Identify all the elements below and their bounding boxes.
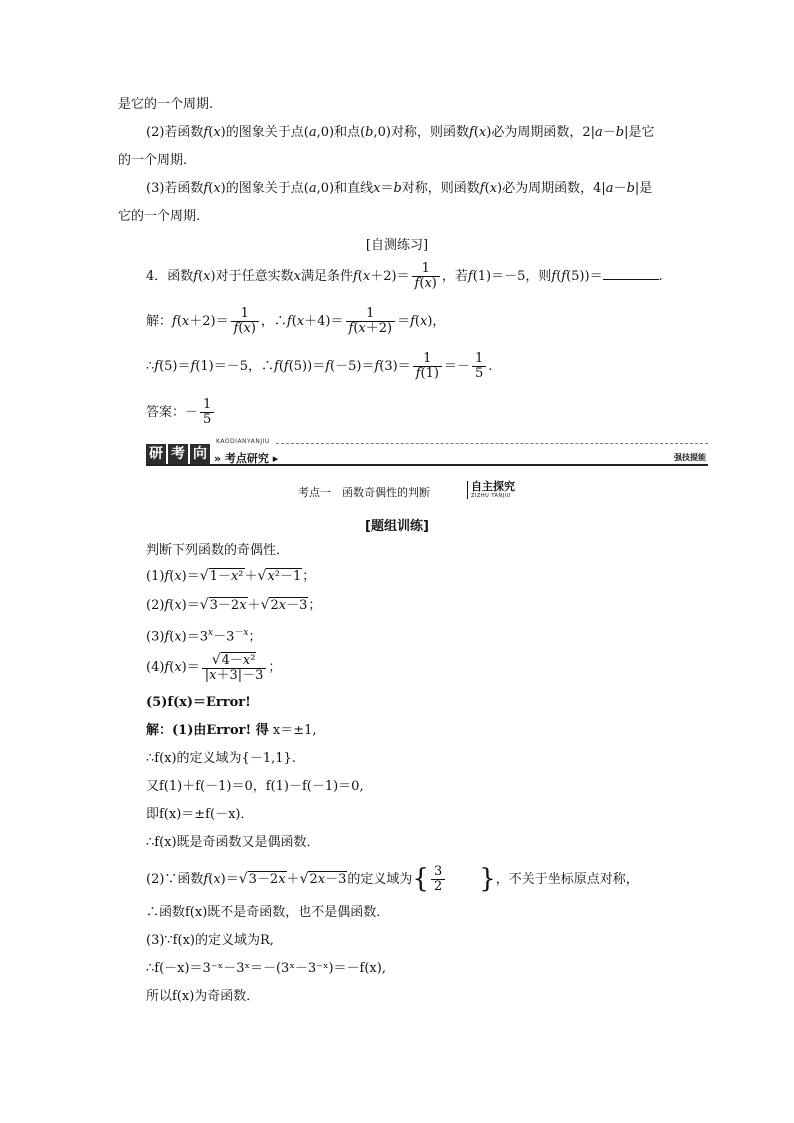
answer-line: 答案：－ $\frac{1}{5}$ [146,396,216,430]
problem-5: (5)f(x)＝Error! [146,695,251,710]
fraction: $\frac{\text{√4－x²}}{|x+3|-3}$ [202,653,267,683]
text-fragment: 解： [146,314,173,329]
set-brace: { $\frac{3}{2}$ } [412,863,496,895]
text-fragment: x＝±1, [272,723,317,738]
solution-line: 所以f(x)为奇函数． [146,989,260,1004]
banner-char: 研 [146,444,166,464]
solution-line: ∴f(x)既是奇函数又是偶函数． [146,835,320,850]
problem-4: (4)f(x)＝ $\frac{\text{√4－x²}}{|x+3|-3}$ ； [146,651,282,683]
question-line: 4．函数f(x)对于任意实数x满足条件f(x＋2)＝ $\frac{1}{f(x)}$ ，若f(1)＝－5，则f(f(5))＝ . [146,261,663,291]
text-fragment: ＝ [589,269,603,284]
section-banner [146,440,708,466]
text-fragment: ，若 [441,269,468,284]
solution-line: ∴函数f(x)既不是奇函数，也不是偶函数． [146,905,390,920]
solution-line: 又f(1)＋f(－1)＝0，f(1)－f(－1)＝0, [146,779,364,794]
problem-2: (2)f(x)＝√3－2x＋√2x－3； [146,597,322,613]
text-fragment: 是 [639,181,653,196]
text-fragment: (3)若函数 [146,181,204,196]
dashed-rule [276,443,708,444]
text-fragment: 答案： [146,405,186,420]
topic-tag-pinyin: ZIZHU TANJIU [471,493,511,499]
text-line: (3)若函数f(x)的图象关于点(a,0)和直线x＝b对称，则函数f(x)必为周期函数，4|a－b|是 [146,181,653,196]
text-fragment: 的图象关于点 [225,181,304,196]
text-fragment: ，不关于坐标原点对称， [495,872,639,887]
group-header: [题组训练] [365,519,429,534]
text-fragment: (2)若函数 [146,125,204,140]
text-fragment: 4．函数 [146,269,194,284]
text-fragment: 必为周期函数， [491,125,583,140]
text-fragment: 满足条件 [300,269,353,284]
topic-tag-label: 自主探究 [471,480,515,493]
text-fragment: 对于任意实数 [215,269,294,284]
problem-1: (1)f(x)＝√1－x²＋√x²－1； [146,568,316,584]
solution-line: ∴f(－x)＝3⁻ˣ－3ˣ＝－(3ˣ－3⁻ˣ)＝－f(x), [146,961,386,976]
text-line: 它的一个周期. [118,209,201,224]
fraction: $\frac{1}{f(x)}$ [412,262,440,291]
solution-line: 解：f(x＋2)＝ $\frac{1}{f(x)}$ ，∴f(x＋4)＝ $\frac{1}{f(x+2)}$ ＝f(x)， [146,306,446,336]
text-line: (2)若函数f(x)的图象关于点(a,0)和点(b,0)对称，则函数f(x)必为周期函数，2|a－b|是它 [146,125,655,140]
banner-char: 考 [168,444,188,464]
topic-title: 考点一 函数奇偶性的判断 [298,486,430,499]
solution-line: ∴f(5)＝f(1)＝－5，∴f(f(5))＝f(－5)＝f(3)＝ $\frac{1}{f(1)}$ ＝－ $\frac{1}{5}$ . [146,351,493,381]
text-fragment: 对称，则函数 [401,181,480,196]
text-line: 是它的一个周期. [118,97,214,112]
banner-right-label: 强技提能 [674,453,706,462]
fraction: $\frac{1}{5}$ [472,352,486,381]
solution-line: (3)∵f(x)的定义域为R, [146,933,274,948]
text-fragment: 的定义域为 [347,872,413,887]
banner-char: 向 [190,444,210,464]
problem-3: $(3)f(x)=3^x-3^{-x}$； [146,628,262,645]
text-fragment: 解：(1)由Error! 得 [146,723,269,738]
fraction: $\frac{1}{f(x)}$ [231,307,259,336]
solution-line [146,722,317,740]
fraction: $\frac{1}{f(x+2)}$ [346,307,396,336]
text-fragment: 和点 [334,125,361,140]
banner-pinyin: KAODIANYANJIU [216,438,270,445]
section-header: [自测练习] [365,238,429,253]
topic-tag [467,481,515,499]
text-fragment: 是它 [628,125,655,140]
answer-blank[interactable] [603,267,659,280]
text-fragment: 的图象关于点 [225,125,304,140]
solution-line: (2)∵函数f(x)＝√3－2x＋√2x－3的定义域为{ $\frac{3}{2}$ }，不关于坐标原点对称， [146,862,639,897]
solution-line: ∴f(x)的定义域为{－1,1}. [146,751,296,766]
solution-line: 即f(x)＝±f(－x)． [146,807,254,822]
fraction: $\frac{1}{5}$ [200,398,214,427]
banner-rule [146,464,708,466]
text-line: 的一个周期. [118,153,188,168]
banner-title: » 考点研究 ▸ [214,452,279,465]
text-fragment: 必为周期函数， [502,181,594,196]
text-fragment: 对称，则函数 [390,125,469,140]
fraction: $\frac{1}{f(1)}$ [413,352,442,381]
text-fragment: 和直线 [334,181,374,196]
text-line: 判断下列函数的奇偶性． [146,543,290,558]
text-fragment: ，则 [525,269,552,284]
text-fragment: (2)∵函数 [146,872,204,887]
